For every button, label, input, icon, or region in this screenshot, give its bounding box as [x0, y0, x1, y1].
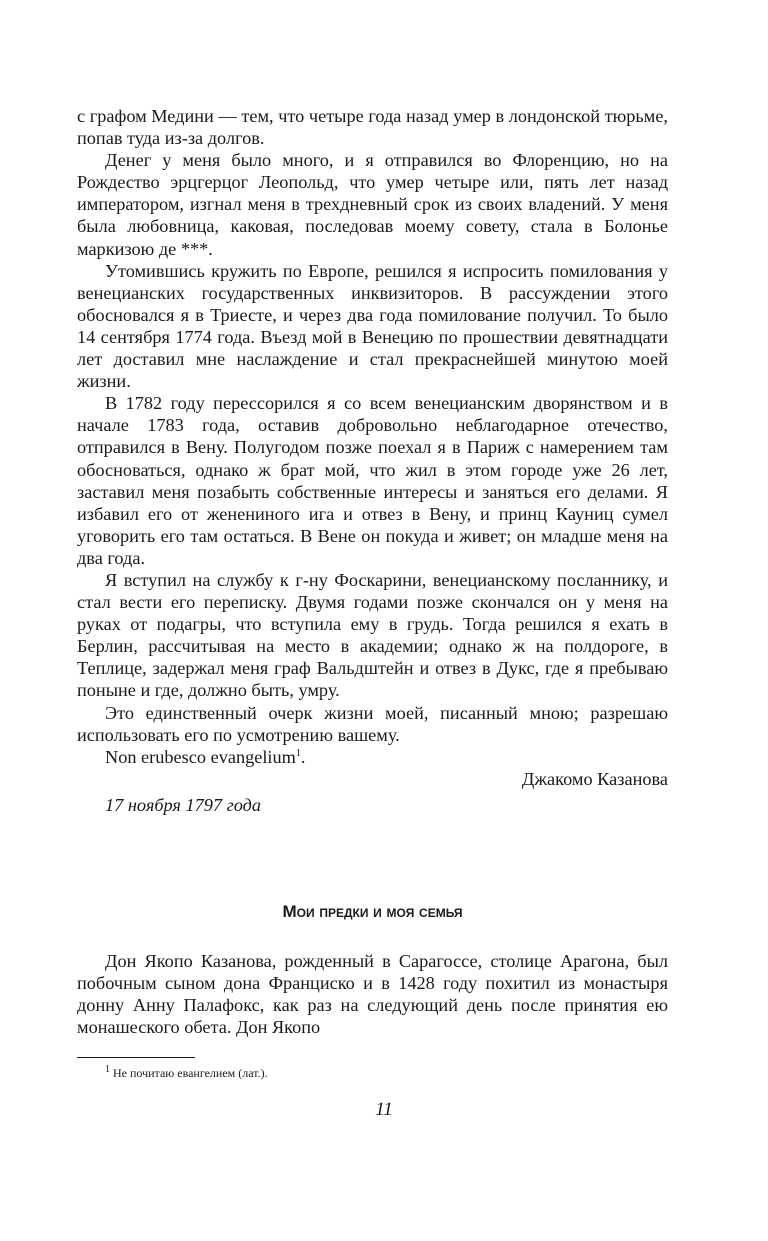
paragraph-florence: Денег у меня было много, и я отправился во Флоренцию, но на Рождество эрцгерцог Леопольд, что умер четыре или, пять лет назад императором, изгнал меня в трехдневный срок из своих владений. У меня была любовница, каковая, последовав моему совету, стала в Болонье маркизою де ***.	[77, 150, 668, 259]
paragraph-foscarini: Я вступил на службу к г-ну Фоскарини, венецианскому посланнику, и стал вести его переписку. Двумя годами позже скончался он у меня на руках от подагры, что вступила ему в грудь. Тогда решился я ехать в Берлин, рассчитывая на место в академии; однако ж на полдороге, в Теплице, задержал меня граф Вальдштейн и отвез в Дукс, где я пребываю поныне и где, должно быть, умру.	[77, 569, 668, 701]
paragraph-family: Дон Якопо Казанова, рожденный в Сарагоссе, столице Арагона, был побочным сыном дона Франциско и в 1428 году похитил из монастыря донну Анну Палафокс, как раз на следующий день после принятия ею монашеского обета. Дон Якопо	[77, 951, 668, 1038]
date: 17 ноября 1797 года	[105, 794, 262, 815]
paragraph-vienna: В 1782 году перессорился я со всем венецианским дворянством и в начале 1783 года, оставив добровольно неблагодарное отечество, отправился в Вену. Полугодом позже поехал я в Париж с намерением там обосноваться, однако ж брат мой, что жил в этом городе уже 26 лет, заставил меня позабыть собственные интересы и заняться его делами. Я избавил его от женениного ига и отвез в Вену, и принц Кауниц сумел уговорить его там остаться. В Вене он покуда и живет; он младше меня на два года.	[77, 393, 668, 568]
footnote-number: 1	[105, 1064, 110, 1075]
footnote-text: Не почитаю евангелием (лат.).	[113, 1066, 268, 1080]
paragraph-pardon: Утомившись кружить по Европе, решился я испросить помилования у венецианских государственных инквизиторов. В рассуждении этого обосновался я в Триесте, и через два года помилование получил. То было 14 сентября 1774 года. Въезд мой в Венецию по прошествии девятнадцати лет доставил мне наслаждение и стал прекраснейшей минутою моей жизни.	[77, 260, 668, 392]
section-text	[77, 950, 668, 1038]
main-text	[77, 105, 668, 816]
paragraph-closing: Это единственный очерк жизни моей, писанный мною; разрешаю использовать его по усмотрению вашему.	[77, 702, 668, 745]
latin-line: Non erubesco evangelium	[105, 746, 296, 767]
paragraph-continuation: с графом Медини — тем, что четыре года назад умер в лондонской тюрьме, попав туда из-за долгов.	[77, 106, 668, 149]
footnote-marker: 1	[295, 747, 301, 759]
latin-motto: Non erubesco evangelium$^1$.	[105, 746, 306, 767]
section-heading: Мои предки и моя семья	[282, 902, 463, 921]
footnote-divider	[77, 1057, 195, 1058]
footnote	[105, 1066, 268, 1081]
signature: Джакомо Казанова	[521, 768, 668, 789]
page-number: 11	[375, 1099, 393, 1120]
